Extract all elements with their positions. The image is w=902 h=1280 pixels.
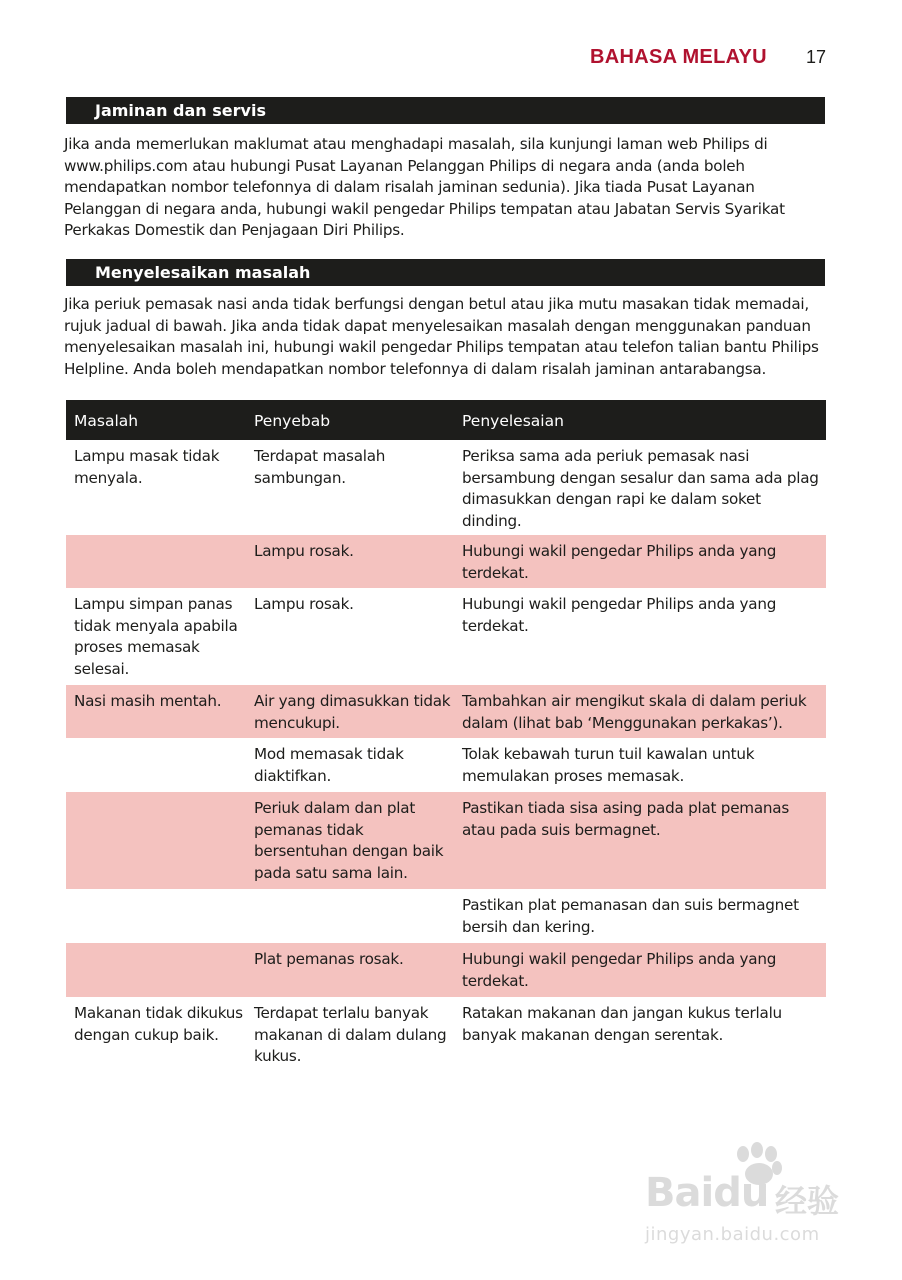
header-penyelesaian: Penyelesaian — [462, 412, 564, 430]
header-penyebab: Penyebab — [254, 412, 331, 430]
cell-penyelesaian: Hubungi wakil pengedar Philips anda yang terdekat. — [462, 542, 777, 582]
cell-penyebab: Mod memasak tidak diaktifkan. — [254, 745, 404, 785]
cell-masalah: Makanan tidak dikukus dengan cukup baik. — [74, 1004, 243, 1044]
cell-penyelesaian: Hubungi wakil pengedar Philips anda yang terdekat. — [462, 595, 777, 635]
cell-penyelesaian: Hubungi wakil pengedar Philips anda yang terdekat. — [462, 950, 777, 990]
cell-penyebab: Lampu rosak. — [254, 542, 354, 560]
watermark-url: jingyan.baidu.com — [645, 1224, 820, 1245]
cell-penyelesaian: Ratakan makanan dan jangan kukus terlalu banyak makanan dengan serentak. — [462, 1004, 782, 1044]
cell-penyebab: Terdapat masalah sambungan. — [254, 447, 386, 487]
section-title: Jaminan dan servis — [95, 101, 266, 120]
table-header — [66, 400, 826, 440]
section-heading-troubleshooting — [66, 259, 825, 286]
watermark-brand: Baidu — [645, 1170, 769, 1216]
baidu-watermark — [645, 1140, 855, 1250]
cell-penyelesaian: Pastikan tiada sisa asing pada plat pemanas atau pada suis bermagnet. — [462, 799, 789, 839]
warranty-paragraph: Jika anda memerlukan maklumat atau menghadapi masalah, sila kunjungi laman web Philips di www.philips.com atau hubungi Pusat Layanan Pelanggan Philips di negara anda (anda boleh mendapatkan nombor telefonnya di dalam risalah jaminan sedunia). Jika tiada Pusat Layanan Pelanggan di negara anda, hubungi wakil pengedar Philips tempatan atau Jabatan Servis Syarikat Perkakas Domestik dan Penjagaan Diri Philips. — [64, 135, 785, 240]
cell-penyebab: Plat pemanas rosak. — [254, 950, 404, 968]
cell-penyelesaian: Pastikan plat pemanasan dan suis bermagnet bersih dan kering. — [462, 896, 799, 936]
section-title: Menyelesaikan masalah — [95, 263, 311, 282]
cell-penyebab: Periuk dalam dan plat pemanas tidak bersentuhan dengan baik pada satu sama lain. — [254, 799, 444, 882]
page-number: 17 — [806, 47, 827, 67]
troubleshooting-paragraph: Jika periuk pemasak nasi anda tidak berfungsi dengan betul atau jika mutu masakan tidak memadai, rujuk jadual di bawah. Jika anda tidak dapat menyelesaikan masalah dengan menggunakan panduan menyelesaikan masalah ini, hubungi wakil pengedar Philips tempatan atau telefon talian bantu Philips Helpline. Anda boleh mendapatkan nombor telefonnya di dalam risalah jaminan antarabangsa. — [64, 295, 819, 378]
table-row — [66, 685, 826, 738]
table-row — [66, 535, 826, 588]
table-row — [66, 588, 826, 685]
table-row — [66, 792, 826, 889]
cell-masalah: Lampu masak tidak menyala. — [74, 447, 220, 487]
cell-penyelesaian: Tolak kebawah turun tuil kawalan untuk memulakan proses memasak. — [462, 745, 755, 785]
table-row — [66, 997, 826, 1077]
table-row — [66, 738, 826, 792]
philips-link[interactable]: www.philips.com — [64, 156, 188, 175]
section-heading-warranty — [66, 97, 825, 124]
watermark-label: 经验 — [775, 1182, 840, 1220]
cell-penyebab: Terdapat terlalu banyak makanan di dalam dulang kukus. — [254, 1004, 447, 1066]
header-masalah: Masalah — [74, 412, 139, 430]
cell-penyebab: Lampu rosak. — [254, 595, 354, 613]
table-row — [66, 943, 826, 997]
cell-penyebab: Air yang dimasukkan tidak mencukupi. — [254, 692, 451, 732]
table-row — [66, 889, 826, 943]
cell-penyelesaian: Periksa sama ada periuk pemasak nasi bersambung dengan sesalur dan sama ada plag dimasukkan dengan rapi ke dalam soket dinding. — [462, 447, 819, 530]
cell-masalah: Nasi masih mentah. — [74, 692, 222, 710]
troubleshooting-table — [66, 400, 826, 1077]
header-language: BAHASA MELAYU — [590, 46, 767, 68]
table-row — [66, 440, 826, 535]
cell-penyelesaian: Tambahkan air mengikut skala di dalam periuk dalam (lihat bab ‘Menggunakan perkakas’). — [462, 692, 807, 732]
cell-masalah: Lampu simpan panas tidak menyala apabila proses memasak selesai. — [74, 595, 238, 678]
